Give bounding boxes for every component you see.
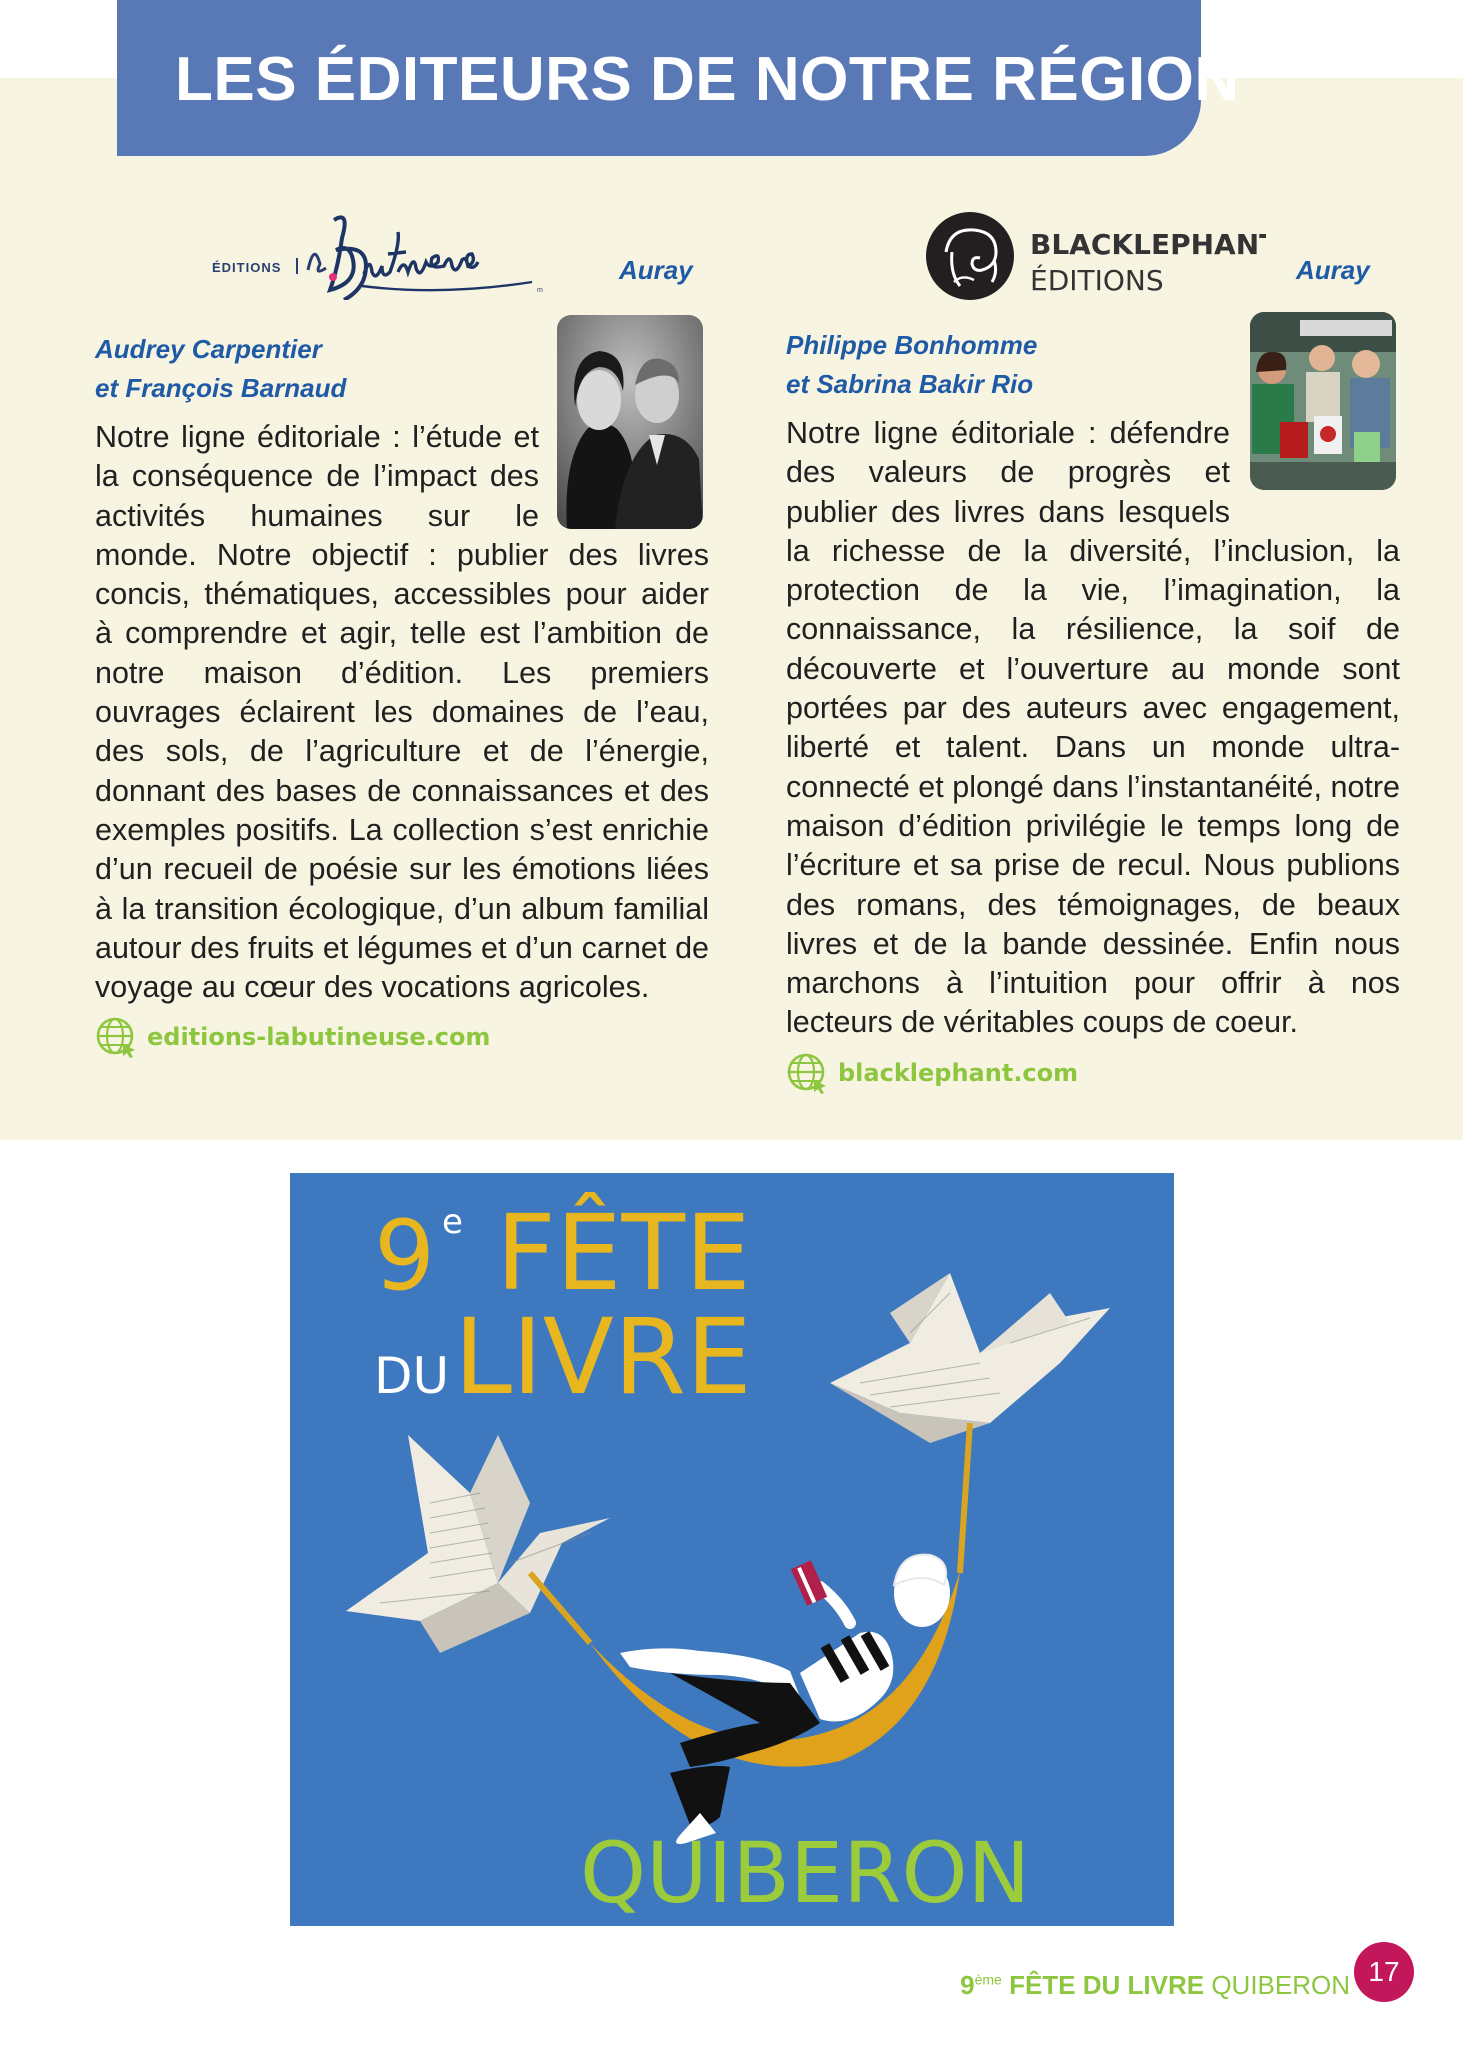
poster-number: 9: [374, 1200, 436, 1312]
svg-text:m: m: [537, 287, 543, 294]
footer-ordinal: ème: [974, 1971, 1002, 1988]
poster-line1: FÊTE: [496, 1192, 751, 1314]
publisher-description: [95, 418, 709, 1007]
author-line-2: et Sabrina Bakir Rio: [786, 369, 1034, 399]
photo-text-wrap: [1230, 414, 1400, 514]
publisher-city: Auray: [619, 255, 693, 285]
poster-du: DU: [374, 1347, 450, 1405]
page-header: [117, 0, 1240, 156]
publisher-description-text: Notre ligne éditoriale : l’étude et la conséquence de l’impact des activités humaines sur le monde. Notre objectif : publier des livres concis, thématiques, accessibles pour aider à comprendre et agir, telle est l’ambition de notre maison d’édition. Les premiers ouvrages éclairent les domaines de l’eau, des sols, de l’agriculture et de l’énergie, donnant des bases de connaissances et des exemples positifs. La collection s’est enrichie d’un recueil de poésie sur les émotions liées à la transition écologique, d’un album familial autour des fruits et légumes et d’un carnet de voyage au cœur des vocations agricoles.: [95, 420, 709, 1005]
publisher-description-text: Notre ligne éditoriale : défendre des valeurs de progrès et publier des livres dans lesquels la richesse de la diversité, l’inclusion, la protection de la vie, l’imagination, la connaissance, la résilience, la soif de découverte et l’ouverture au monde sont portées par des auteurs avec engagement, liberté et talent. Dans un monde ultra-connecté et plongé dans l’instantanéité, notre maison d’édition privilégie le temps long de l’écriture et sa prise de recul. Nous publions des romans, des témoignages, de beaux livres et de la bande dessinée. Enfin nous marchons à l’intuition pour offrir à nos lecteurs de véritables coups de coeur.: [786, 416, 1400, 1040]
publisher-city: Auray: [1296, 255, 1370, 285]
publisher-authors: [95, 330, 346, 408]
publisher-website-link[interactable]: [786, 1052, 1078, 1094]
logo-name: BLACKLEPHANT: [1030, 228, 1266, 261]
blacklephant-logo-art: [926, 208, 1266, 308]
globe-icon: [786, 1052, 828, 1094]
author-line-1: Audrey Carpentier: [95, 334, 322, 364]
publisher-description: [786, 414, 1400, 1043]
photo-text-wrap: [539, 418, 709, 526]
origami-bird-right: [830, 1273, 1110, 1443]
poster-ordinal: e: [442, 1202, 463, 1242]
festival-poster: [290, 1173, 1174, 1926]
author-line-2: et François Barnaud: [95, 373, 347, 403]
logo-sub: ÉDITIONS: [1030, 264, 1164, 297]
publisher-authors: [786, 326, 1037, 404]
website-url[interactable]: editions-labutineuse.com: [147, 1023, 491, 1051]
website-url[interactable]: blacklephant.com: [838, 1059, 1079, 1087]
footer-title: FÊTE DU LIVRE: [1009, 1970, 1205, 2000]
footer-city: QUIBERON: [1211, 1970, 1350, 2000]
butineuse-logo-art: [212, 200, 642, 300]
poster-line2: LIVRE: [454, 1296, 752, 1418]
butineuse-logo: [212, 200, 642, 300]
page-title: LES ÉDITEURS DE NOTRE RÉGION: [175, 45, 1240, 114]
festival-poster-art: [290, 1173, 1174, 1926]
logo-prefix: ÉDITIONS: [212, 260, 282, 275]
page-footer: [960, 1970, 1350, 2001]
page-number-badge: 17: [1354, 1942, 1414, 2002]
publisher-website-link[interactable]: [95, 1016, 490, 1058]
author-line-1: Philippe Bonhomme: [786, 330, 1038, 360]
globe-icon: [95, 1016, 137, 1058]
poster-city: QUIBERON: [580, 1824, 1031, 1922]
footer-number: 9: [960, 1970, 975, 2000]
blacklephant-logo: [926, 208, 1266, 308]
